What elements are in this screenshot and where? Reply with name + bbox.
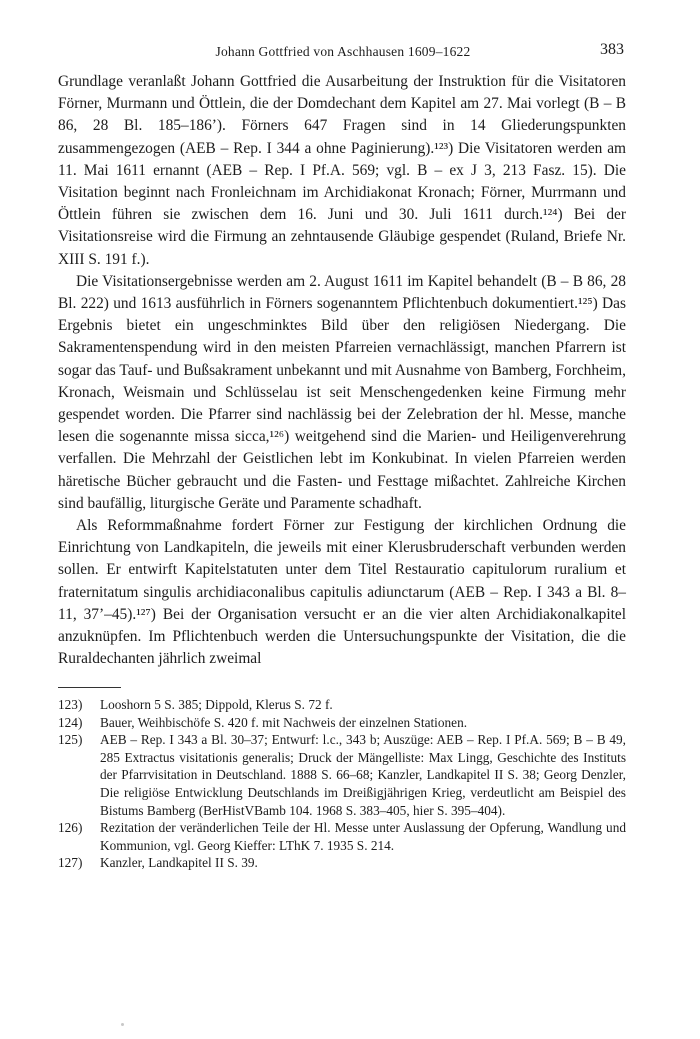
footnote-number: 127) [58,855,83,871]
footnote-text: Looshorn 5 S. 385; Dippold, Klerus S. 72 f. [100,697,333,712]
footnote-number: 124) [58,714,83,730]
paragraph: Die Visitationsergebnisse werden am 2. August 1611 im Kapitel behandelt (B – B 86, 28 Bl. 222) und 1613 ausführlich in Förners sogenanntem Pflichtenbuch dokumentiert.¹²⁵) Das Ergebnis bietet ein ungeschminktes Bild über den religiösen Niedergang. Die Sakramentenspendung wird in den meisten Pfarreien vernachlässigt, manchen Pfarrern ist sogar das Tauf- und Bußsakrament unbekannt und mit Ausnahme von Bamberg, Forchheim, Kronach, Weismain und Schlüsselau ist seit Menschengedenken keine Firmung mehr gespendet worden. Die Pfarrer sind nachlässig bei der Zelebration der hl. Messe, manche lesen die sogenannte missa sicca,¹²⁶) weitgehend sind die Marien- und Heiligenverehrung verfallen. Die Mehrzahl der Geistlichen lebt im Konkubinat. In vielen Pfarreien werden häretische Bücher gebraucht und die Fasten- und Festtage mißachtet. Zahlreiche Kirchen sind baufällig, liturgische Geräte und Paramente schadhaft. [58,272,626,512]
footnote-item [58,714,626,732]
footnote-item [58,696,626,714]
footnote-text: AEB – Rep. I 343 a Bl. 30–37; Entwurf: l.c., 343 b; Auszüge: AEB – Rep. I Pf.A. 569; B – B 49, 285 Extractus visitationis generalis; Druck der Mängelliste: Max Lingg, Geschichte des Instituts der Pfarrvisitation in Deutschland. 1888 S. 66–68; Kanzler, Landkapitel II S. 38; Georg Denzler, Die religiöse Entwicklung Deutschlands im Dreißigjährigen Krieg, verdeutlicht am Beispiel des Bistums Bamberg (BerHistVBamb 104. 1968 S. 383–405, hier S. 395–404). [100,732,626,818]
footnote-number: 125) [58,732,83,748]
paragraph: Als Reformmaßnahme fordert Förner zur Festigung der kirchlichen Ordnung die Einrichtung von Landkapiteln, die jeweils mit einer Klerusbruderschaft verbunden werden sollen. Er entwirft Kapitelstatuten unter dem Titel Restauratio capitulorum ruralium et fraternitatum singulis archidiaconalibus capitulis adiunctarum (AEB – Rep. I 343 a Bl. 8–11, 37’–45).¹²⁷) Bei der Organisation versucht er an die vier alten Archidiakonalkapitel anzuknüpfen. Im Pflichtenbuch werden die Untersuchungspunkte der Visitation, die die Ruraldechanten jährlich zweimal [58,517,626,668]
footnotes [58,687,626,872]
footnote-rule [58,687,121,688]
footnote-item [58,731,626,819]
page-number: 383 [600,41,624,58]
footnote-text: Rezitation der veränderlichen Teile der Hl. Messe unter Auslassung der Opferung, Wandlung und Kommunion, vgl. Georg Kieffer: LThK 7. 1935 S. 214. [100,820,626,853]
footnote-text: Bauer, Weihbischöfe S. 420 f. mit Nachweis der einzelnen Stationen. [100,714,468,730]
footnote-text: Kanzler, Landkapitel II S. 39. [100,855,258,871]
scan-speck [121,1023,124,1026]
running-title: Johann Gottfried von Aschhausen 1609–1622 [215,44,471,59]
footnote-number: 123) [58,697,83,712]
footnote-number: 126) [58,820,83,836]
footnote-item [58,854,626,872]
paragraph: Grundlage veranlaßt Johann Gottfried die Ausarbeitung der Instruktion für die Visitatoren Förner, Murmann und Öttlein, die der Domdechant dem Kapitel am 27. Mai vorlegt (B – B 86, 28 Bl. 185–186’). Förners 647 Fragen sind in 14 Gliederungspunkten zusammengezogen (AEB – Rep. I 344 a ohne Paginierung).¹²³) Die Visitatoren werden am 11. Mai 1611 ernannt (AEB – Rep. I Pf.A. 569; vgl. B – ex J 3, 213 Fasz. 15). Die Visitation beginnt nach Fronleichnam im Archidiakonat Kronach; Förner, Murrmann und Öttlein führen sie zwischen dem 16. Juni und 30. Juli 1611 durch.¹²⁴) Bei der Visitationsreise wird die Firmung an zehntausende Gläubige gespendet (Ruland, Briefe Nr. XIII S. 191 f.). [58,73,626,268]
body-text [58,71,626,670]
footnote-item [58,819,626,854]
